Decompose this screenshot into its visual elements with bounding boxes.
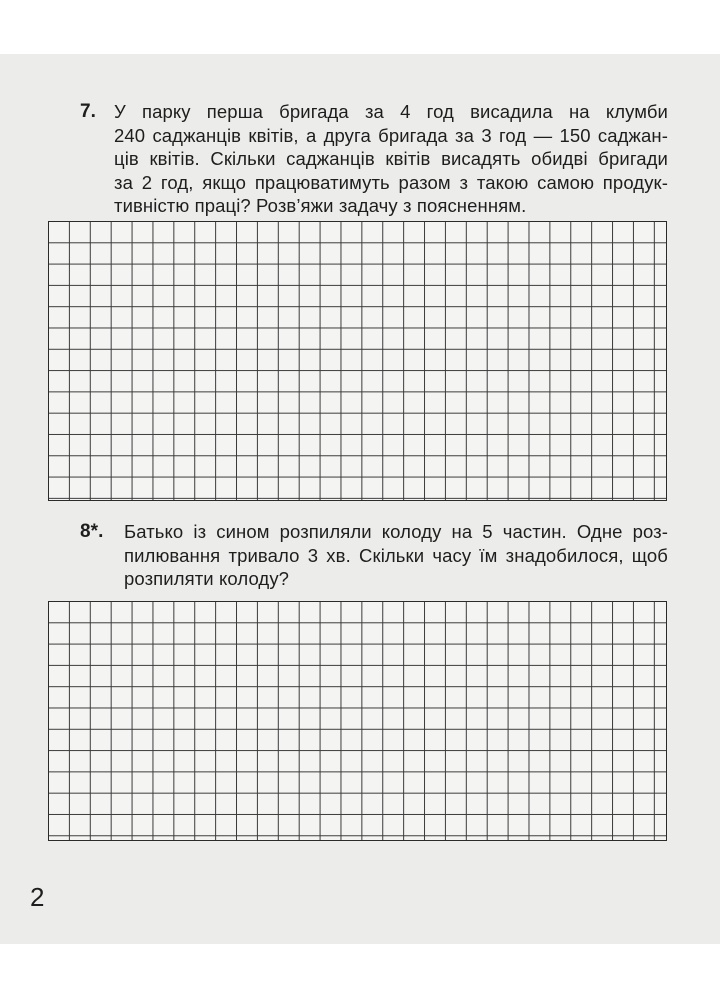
task-7 — [80, 100, 668, 218]
task-8-line: пилювання тривало 3 хв. Скільки часу їм знадобилося, щоб — [124, 544, 668, 566]
task-8-line: розпиляти колоду? — [124, 568, 290, 589]
task-7-line: за 2 год, якщо працюватимуть разом з такою самою продук- — [114, 171, 668, 193]
task-8-answer-grid[interactable] — [48, 601, 667, 841]
task-8 — [80, 520, 668, 591]
page-number: 2 — [30, 882, 45, 912]
task-7-text — [114, 100, 668, 218]
task-7-number: 7. — [80, 101, 97, 122]
task-7-line: 240 саджанців квітів, а друга бригада за 3 год — 150 саджан- — [114, 124, 668, 146]
task-7-line: У парку перша бригада за 4 год висадила на клумби — [114, 101, 668, 122]
task-7-line: тивністю праці? Розв’яжи задачу з поясненням. — [114, 195, 527, 216]
task-7-answer-grid[interactable] — [48, 221, 667, 501]
task-8-text — [124, 520, 668, 591]
task-7-line: ців квітів. Скільки саджанців квітів висадять обидві бригади — [114, 148, 668, 169]
task-8-number: 8*. — [80, 521, 104, 542]
task-8-line: Батько із сином розпиляли колоду на 5 частин. Одне роз- — [124, 521, 668, 542]
